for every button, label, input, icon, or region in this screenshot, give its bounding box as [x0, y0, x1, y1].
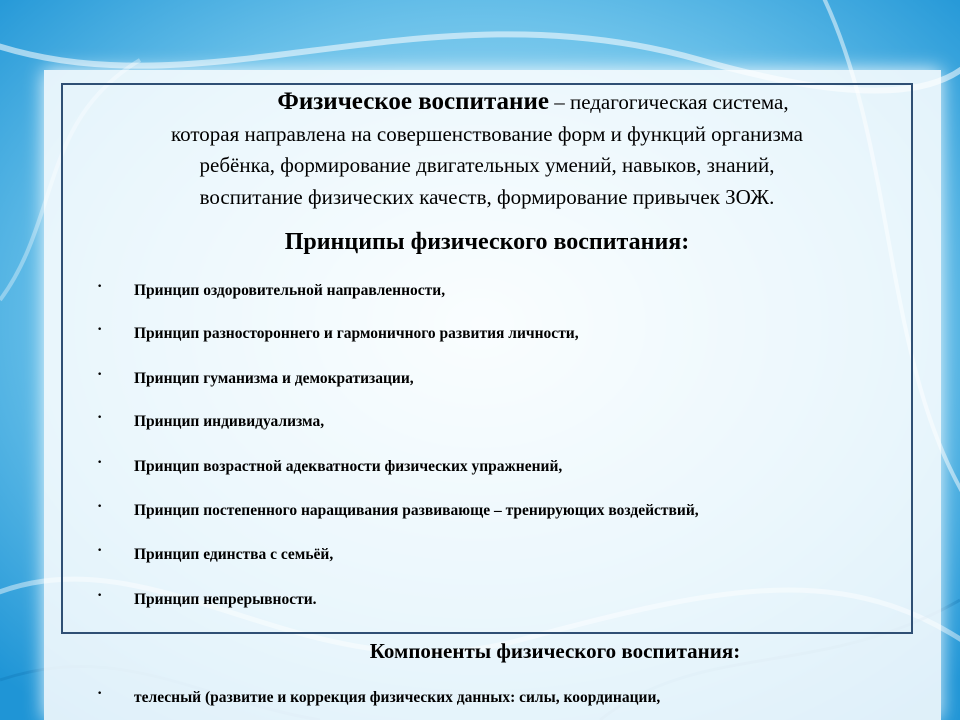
bullet-icon: ·: [97, 498, 103, 515]
list-item-text: Принцип разностороннего и гармоничного развития личности,: [134, 325, 579, 342]
components-title: Компоненты физического воспитания:: [369, 639, 741, 663]
term-heading: Физическое воспитание: [277, 88, 549, 115]
bullet-icon: ·: [97, 685, 103, 702]
list-item-text: телесный (развитие и коррекция физических данных: силы, координации,: [134, 689, 661, 706]
bullet-icon: ·: [97, 454, 103, 471]
bullet-icon: ·: [97, 587, 103, 604]
list-item: [0, 279, 930, 303]
list-item-text: Принцип гуманизма и демократизации,: [134, 370, 414, 387]
principles-title: Принципы физического воспитания:: [284, 229, 690, 255]
list-item: [0, 322, 930, 346]
bullet-icon: ·: [97, 321, 103, 338]
definition-line-3: ребёнка, формирование двигательных умений, навыков, знаний,: [199, 153, 775, 177]
list-item: [0, 588, 930, 612]
list-item: [0, 455, 930, 479]
list-item: [0, 410, 930, 434]
bullet-icon: ·: [97, 542, 103, 559]
definition-line-1: – педагогическая система,: [548, 90, 789, 114]
definition-line-4: воспитание физических качеств, формирование привычек ЗОЖ.: [199, 184, 775, 209]
list-item-text: Принцип оздоровительной направленности,: [134, 282, 446, 299]
list-item-text: Принцип непрерывности.: [134, 591, 317, 608]
list-item: [0, 686, 960, 710]
list-item: [0, 543, 930, 567]
bullet-icon: ·: [97, 366, 103, 383]
list-item: [0, 367, 930, 391]
list-item: [0, 499, 930, 523]
list-item-text: Принцип единства с семьёй,: [134, 546, 334, 563]
list-item-text: Принцип постепенного наращивания развивающе – тренирующих воздействий,: [134, 502, 699, 519]
bullet-icon: ·: [97, 278, 103, 295]
definition-line-2: которая направлена на совершенствование форм и функций организма: [170, 121, 803, 146]
list-item-text: Принцип возрастной адекватности физических упражнений,: [134, 458, 563, 475]
bullet-icon: ·: [97, 409, 103, 426]
list-item-text: Принцип индивидуализма,: [134, 413, 325, 430]
